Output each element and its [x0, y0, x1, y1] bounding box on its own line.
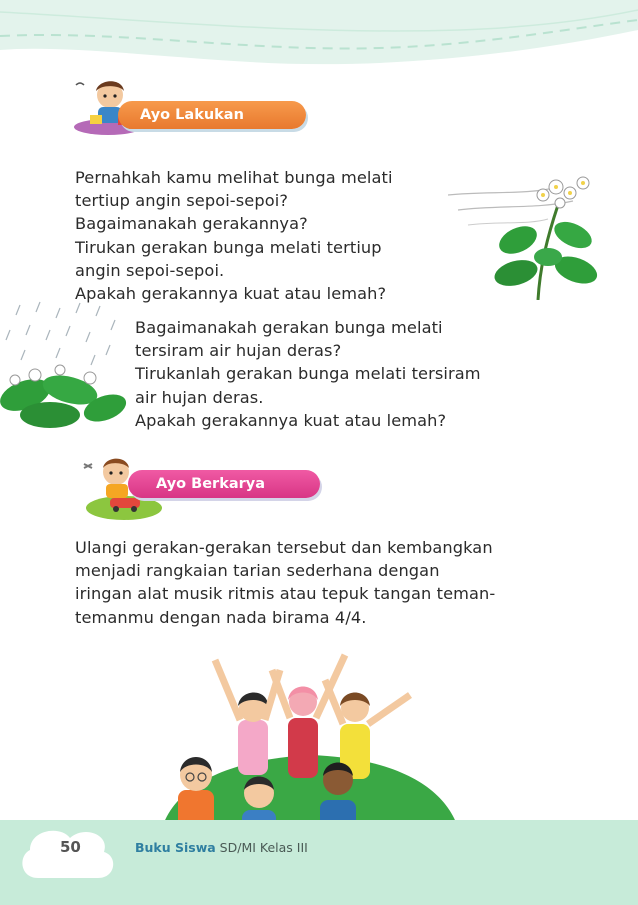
text-line: Bagaimanakah gerakannya? [75, 214, 308, 234]
ayo-berkarya-header [74, 450, 304, 525]
ayo-berkarya-label: Ayo Berkarya [156, 476, 266, 492]
text-line: temanmu dengan nada birama 4/4. [75, 607, 367, 627]
jasmine-plant-wind-illustration [448, 165, 608, 300]
ayo-lakukan-label: Ayo Lakukan [140, 107, 244, 123]
text-line: Pernahkah kamu melihat bunga melati [75, 168, 393, 187]
children-dancing-illustration [160, 640, 460, 835]
text-line: menjadi rangkaian tarian sederhana dengan [75, 561, 440, 581]
footer-decoration [0, 820, 638, 905]
text-line: iringan alat musik ritmis atau tepuk tangan teman- [75, 584, 496, 604]
text-line: Apakah gerakannya kuat atau lemah? [135, 410, 447, 430]
text-line: Apakah gerakannya kuat atau lemah? [75, 284, 387, 304]
jasmine-plant-rain-illustration [0, 300, 130, 430]
text-line: tertiup angin sepoi-sepoi? [75, 191, 289, 211]
text-line: Tirukanlah gerakan bunga melati tersiram [135, 364, 481, 384]
text-line: Ulangi gerakan-gerakan tersebut dan kembangkan [75, 538, 493, 557]
book-title [135, 840, 308, 855]
text-line: air hujan deras. [135, 387, 264, 407]
book-title-rest: SD/MI Kelas III [215, 840, 308, 855]
paragraph-3 [75, 536, 495, 629]
page-number: 50 [60, 838, 81, 856]
text-line: Bagaimanakah gerakan bunga melati [135, 318, 443, 337]
ayo-lakukan-header [70, 75, 290, 135]
text-line: angin sepoi-sepoi. [75, 260, 225, 280]
paragraph-2 [135, 316, 481, 432]
text-line: tersiram air hujan deras? [135, 341, 342, 361]
paragraph-1 [75, 166, 393, 305]
ayo-berkarya-badge [128, 470, 320, 498]
text-line: Tirukan gerakan bunga melati tertiup [75, 237, 382, 257]
book-title-bold: Buku Siswa [135, 840, 216, 855]
ayo-lakukan-badge [118, 101, 306, 129]
